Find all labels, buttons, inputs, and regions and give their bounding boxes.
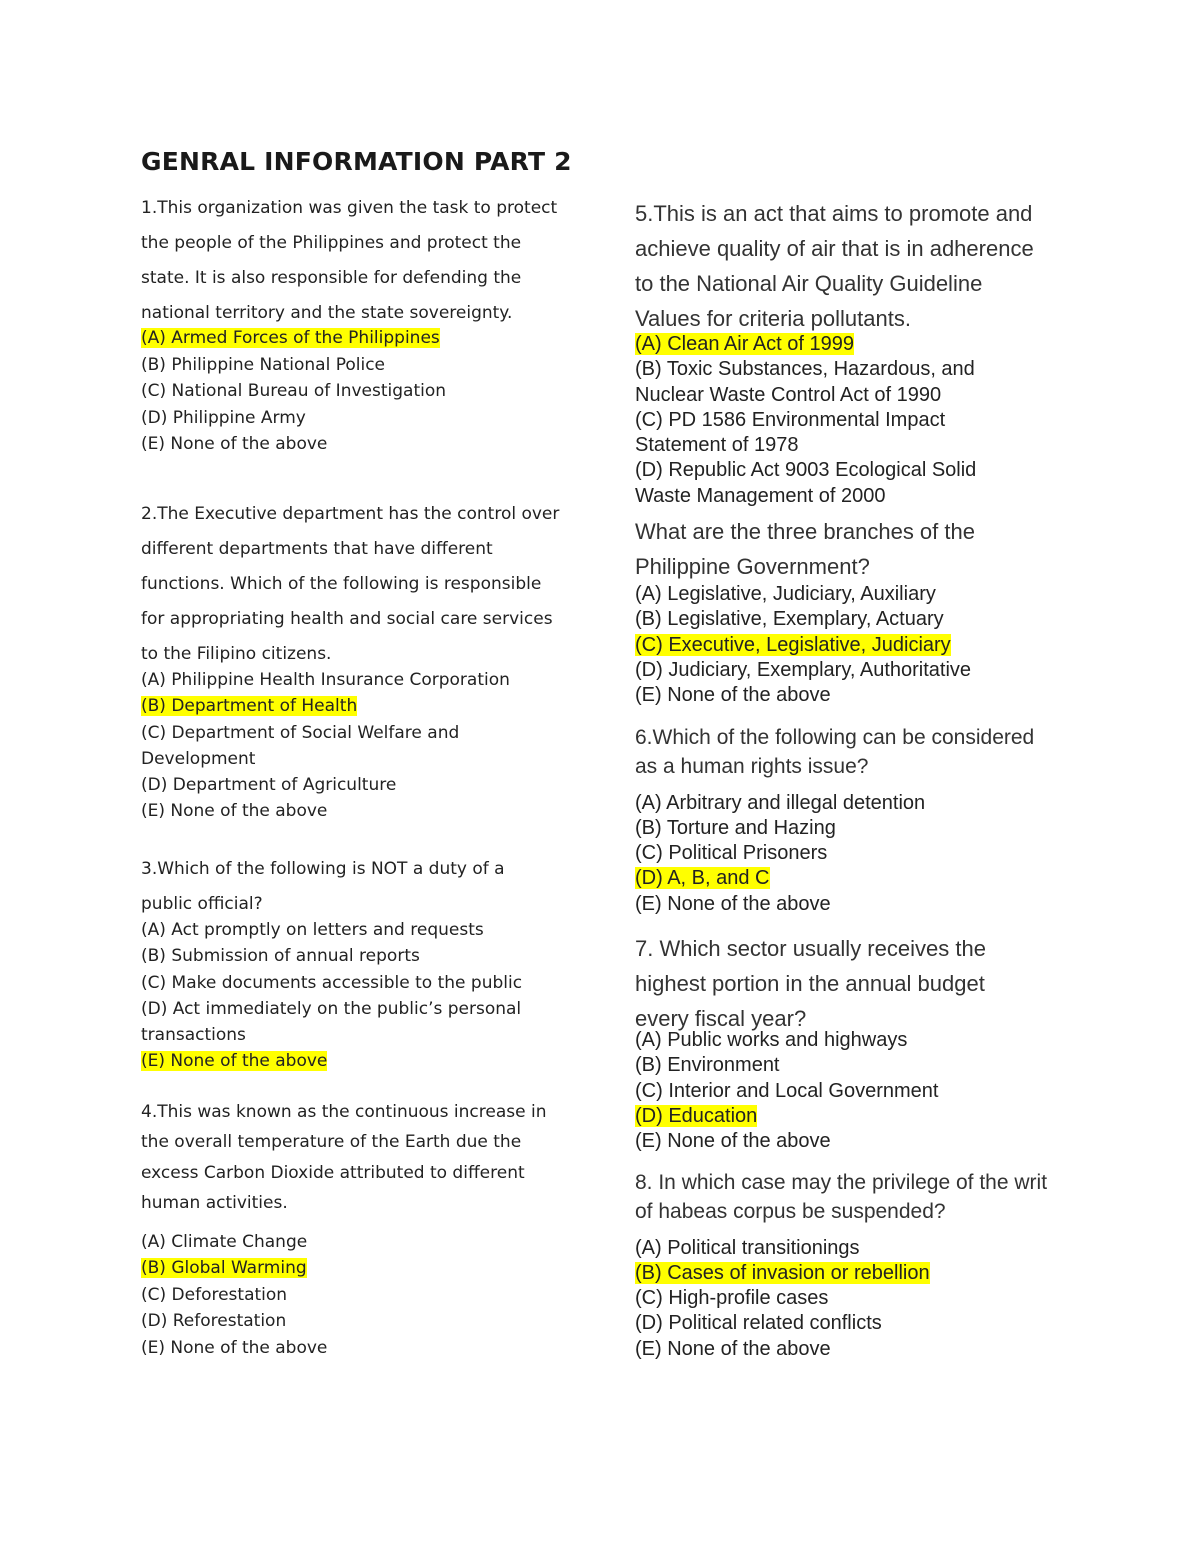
question-4	[141, 1097, 571, 1362]
options-list	[141, 917, 571, 1075]
option-d: (D) Department of Agriculture	[141, 774, 397, 795]
option-d	[635, 1104, 1065, 1129]
left-column	[141, 191, 571, 1361]
option-e: (E) None of the above	[141, 801, 328, 821]
options-list	[635, 791, 1065, 917]
option-a: (A) Political transitionings	[635, 1236, 860, 1259]
question-1	[141, 191, 571, 458]
option-c: (C) High-profile cases	[635, 1287, 829, 1310]
option-e: (E) None of the above	[635, 892, 831, 915]
option-e: (E) None of the above	[141, 434, 328, 454]
option-e: (E) None of the above	[635, 1130, 831, 1153]
option-b: (B) Philippine National Police	[141, 354, 386, 375]
option-d: (D) Republic Act 9003 Ecological Solid Waste Management of 2000	[635, 459, 977, 507]
options-list	[141, 1229, 571, 1362]
option-a: (A) Climate Change	[141, 1231, 308, 1252]
question-text: 2.The Executive department has the control over different departments that have different functions. Which of the following is responsible for appropriating health and social care services to the Filipino citizens.	[141, 503, 560, 664]
answer-highlight: (D) Education	[635, 1104, 758, 1127]
option-c: (C) Interior and Local Government	[635, 1079, 939, 1102]
option-c: (C) PD 1586 Environmental Impact Statement of 1978	[635, 408, 946, 457]
option-b	[141, 1255, 571, 1282]
question-text: What are the three branches of the Philippine Government?	[635, 519, 975, 580]
option-d: (D) Judiciary, Exemplary, Authoritative	[635, 658, 972, 681]
question-text: 6.Which of the following can be considered as a human rights issue?	[635, 725, 1035, 778]
option-e: (E) None of the above	[635, 684, 831, 707]
option-a: (A) Legislative, Judiciary, Auxiliary	[635, 583, 936, 606]
question-text: 3.Which of the following is NOT a duty of a public official?	[141, 858, 505, 914]
question-text: 7. Which sector usually receives the highest portion in the annual budget every fiscal year?	[635, 936, 986, 1032]
option-c: (C) Make documents accessible to the public	[141, 972, 523, 993]
question-2	[141, 497, 571, 825]
answer-highlight: (E) None of the above	[141, 1051, 328, 1071]
answer-highlight: (B) Global Warming	[141, 1258, 307, 1278]
options-list	[635, 582, 1065, 708]
answer-highlight: (A) Clean Air Act of 1999	[635, 333, 855, 355]
option-e: (E) None of the above	[635, 1337, 831, 1360]
question-8	[635, 1168, 1065, 1362]
page-title: GENRAL INFORMATION PART 2	[141, 147, 572, 176]
option-b	[635, 1261, 1065, 1286]
option-d: (D) Political related conflicts	[635, 1312, 882, 1335]
option-b: (B) Legislative, Exemplary, Actuary	[635, 608, 944, 631]
option-a: (A) Public works and highways	[635, 1029, 908, 1052]
question-3	[141, 852, 571, 1075]
option-d	[635, 866, 1065, 891]
option-b: (B) Torture and Hazing	[635, 816, 836, 839]
option-d: (D) Act immediately on the public’s personal transactions	[141, 999, 522, 1045]
options-list	[141, 667, 571, 825]
option-d: (D) Philippine Army	[141, 407, 306, 428]
question-6	[635, 723, 1065, 917]
option-a: (A) Philippine Health Insurance Corporation	[141, 669, 510, 690]
question-text: 8. In which case may the privilege of the writ of habeas corpus be suspended?	[635, 1170, 1048, 1223]
option-a: (A) Act promptly on letters and requests	[141, 919, 484, 940]
option-c: (C) Department of Social Welfare and Development	[141, 722, 460, 769]
options-list	[635, 1236, 1065, 1362]
option-d: (D) Reforestation	[141, 1311, 287, 1331]
question-text: 5.This is an act that aims to promote and achieve quality of air that is in adherence to the National Air Quality Guideline Values for criteria pollutants.	[635, 201, 1034, 331]
option-c	[635, 633, 1065, 658]
option-e	[141, 1048, 571, 1075]
right-column	[635, 196, 1065, 1362]
answer-highlight: (B) Cases of invasion or rebellion	[635, 1261, 930, 1284]
option-a	[635, 332, 1065, 357]
answer-highlight: (C) Executive, Legislative, Judiciary	[635, 633, 951, 656]
question-text: 4.This was known as the continuous increase in the overall temperature of the Earth due the excess Carbon Dioxide attributed to different human activities.	[141, 1101, 547, 1213]
question-5	[635, 196, 1065, 509]
answer-highlight: (D) A, B, and C	[635, 867, 770, 890]
option-b: (B) Environment	[635, 1054, 780, 1077]
question-7	[635, 931, 1065, 1154]
options-list	[141, 325, 571, 458]
option-b: (B) Toxic Substances, Hazardous, and Nuclear Waste Control Act of 1990	[635, 358, 975, 406]
answer-highlight: (A) Armed Forces of the Philippines	[141, 328, 440, 348]
option-c: (C) National Bureau of Investigation	[141, 381, 447, 401]
options-list	[635, 332, 1065, 509]
option-b	[141, 693, 571, 720]
question-branches	[635, 514, 1065, 708]
option-b: (B) Submission of annual reports	[141, 946, 420, 966]
options-list	[635, 1028, 1065, 1154]
question-text: 1.This organization was given the task to protect the people of the Philippines and protect the state. It is also responsible for defending the national territory and the state sovereignty.	[141, 198, 558, 323]
option-c: (C) Political Prisoners	[635, 842, 828, 865]
answer-highlight: (B) Department of Health	[141, 696, 358, 716]
option-a: (A) Arbitrary and illegal detention	[635, 791, 926, 814]
option-c: (C) Deforestation	[141, 1284, 288, 1305]
option-e: (E) None of the above	[141, 1337, 328, 1358]
